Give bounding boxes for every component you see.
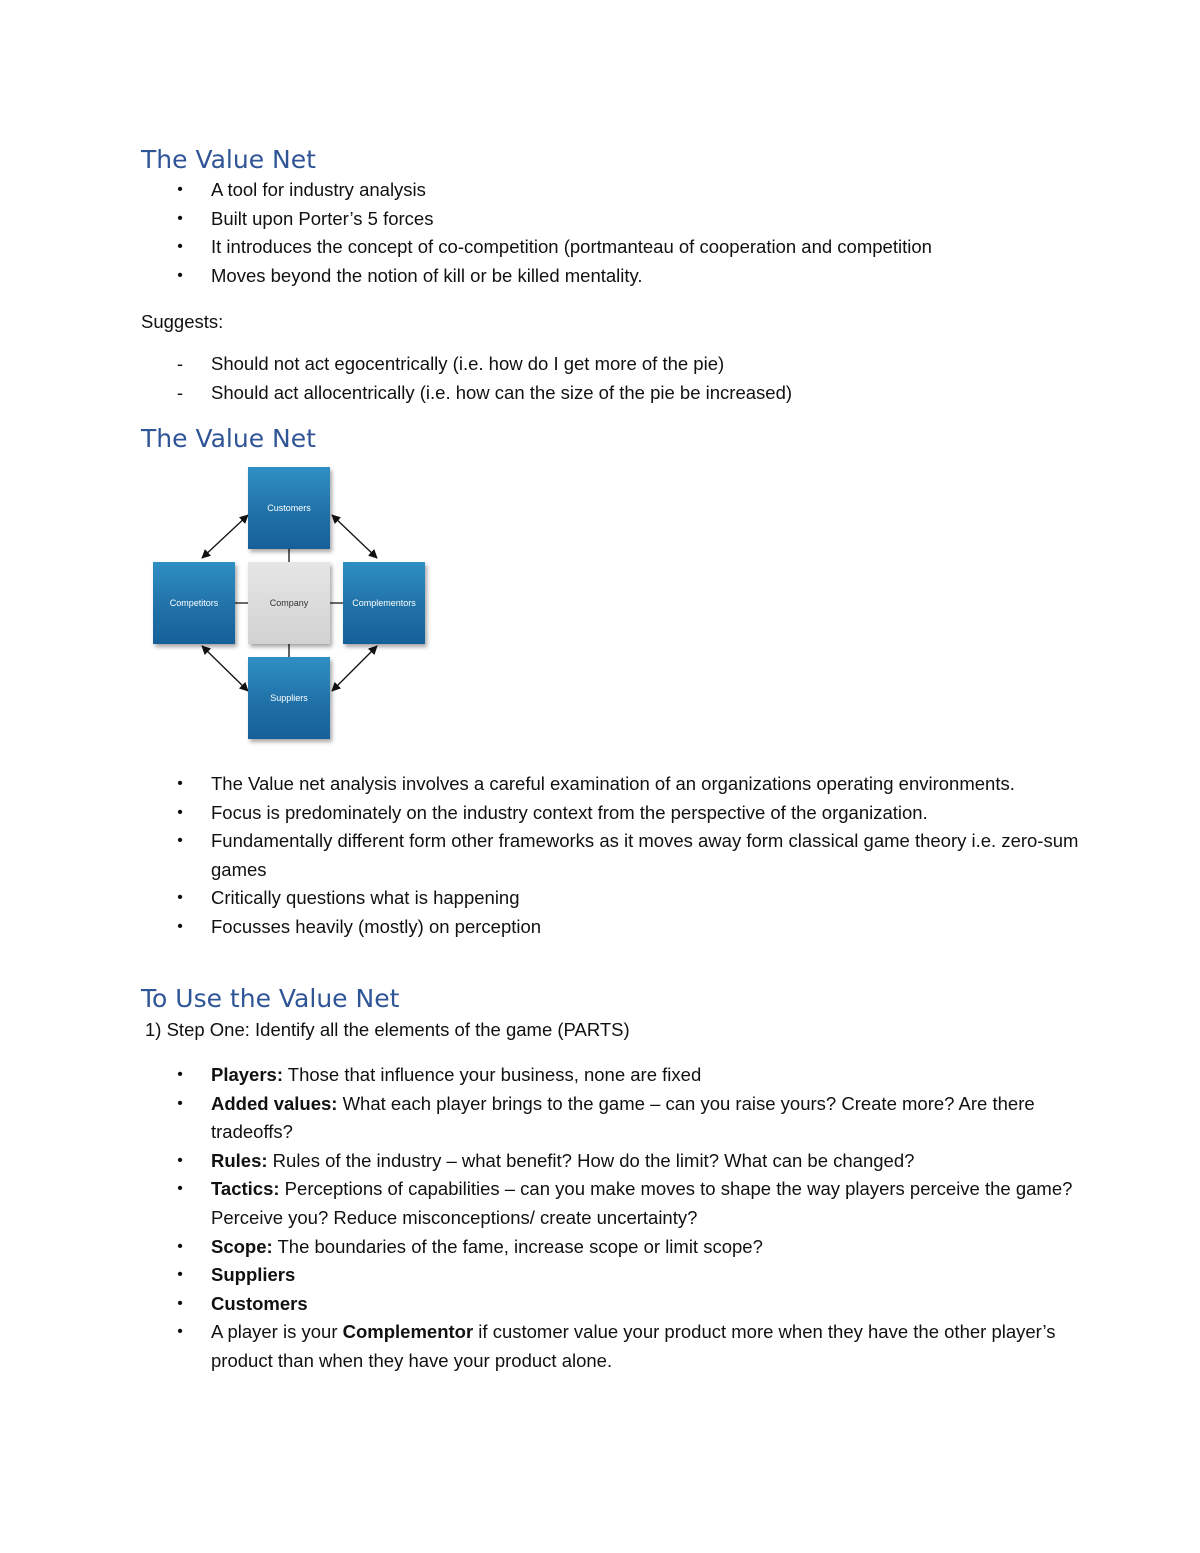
bullet-icon: • [177, 1237, 183, 1255]
list-item: • A tool for industry analysis [0, 176, 1081, 205]
arrow-competitors-customers [202, 515, 248, 558]
list-item: • Scope: The boundaries of the fame, increase scope or limit scope? [0, 1233, 1081, 1262]
bullet-icon: • [177, 1066, 183, 1083]
arrow-competitors-suppliers [202, 646, 248, 691]
section3-bullet-list [0, 1061, 1200, 1376]
list-item: • Focusses heavily (mostly) on perception [0, 913, 1081, 942]
value-net-diagram [145, 462, 435, 744]
bullet-icon: • [177, 209, 183, 227]
heading-value-net-1: The Value Net [141, 145, 316, 174]
heading-value-net-2: The Value Net [141, 424, 316, 453]
list-item: • Rules: Rules of the industry – what benefit? How do the limit? What can be changed? [0, 1147, 1081, 1176]
arrow-suppliers-complementors [332, 646, 377, 691]
arrow-customers-complementors [332, 515, 377, 558]
list-item: • Added values: What each player brings to the game – can you raise yours? Create more? Are there tradeoffs? [0, 1090, 1081, 1147]
suggests-label: Suggests: [141, 311, 224, 332]
step-one-text: 1) Step One: Identify all the elements of the game (PARTS) [145, 1019, 630, 1040]
bullet-icon: • [177, 1323, 183, 1341]
bullet-icon: • [177, 1266, 183, 1284]
list-item: • Fundamentally different form other frameworks as it moves away form classical game theory i.e. zero-sum games [0, 827, 1081, 884]
dash-icon: - [176, 353, 184, 374]
list-item: - Should not act egocentrically (i.e. how do I get more of the pie) [0, 350, 1081, 379]
list-item: • A player is your Complementor if customer value your product more when they have the other player’s product than when they have your product alone. [0, 1318, 1081, 1375]
list-item: • Focus is predominately on the industry context from the perspective of the organization. [0, 799, 1081, 828]
bullet-icon: • [177, 1294, 183, 1312]
list-item: • Suppliers [0, 1261, 1081, 1290]
bullet-icon: • [177, 803, 183, 821]
bullet-icon: • [177, 238, 183, 256]
section2-bullet-list [0, 770, 1200, 942]
bullet-icon: • [177, 266, 183, 284]
company-box: Company [248, 562, 330, 644]
list-item: • Critically questions what is happening [0, 884, 1081, 913]
list-item: • Built upon Porter’s 5 forces [0, 205, 1081, 234]
list-item: • Customers [0, 1290, 1081, 1319]
suggests-dash-list [0, 350, 1200, 407]
dash-icon: - [176, 381, 184, 403]
list-item: • Moves beyond the notion of kill or be killed mentality. [0, 262, 1081, 291]
list-item: - Should act allocentrically (i.e. how can the size of the pie be increased) [0, 379, 1081, 408]
section1-bullet-list [0, 176, 1200, 290]
list-item: • It introduces the concept of co-competition (portmanteau of cooperation and competition [0, 233, 1081, 262]
bullet-icon: • [177, 832, 183, 850]
bullet-icon: • [177, 917, 183, 935]
bullet-icon: • [177, 1151, 183, 1169]
complementors-box: Complementors [343, 562, 425, 644]
customers-box: Customers [248, 467, 330, 549]
suppliers-box: Suppliers [248, 657, 330, 739]
list-item: • The Value net analysis involves a careful examination of an organizations operating environments. [0, 770, 1081, 799]
bullet-icon: • [177, 1094, 183, 1112]
bullet-icon: • [177, 181, 183, 198]
competitors-box: Competitors [153, 562, 235, 644]
bullet-icon: • [177, 775, 183, 792]
bullet-icon: • [177, 889, 183, 907]
heading-to-use-value-net: To Use the Value Net [141, 984, 400, 1013]
list-item: • Tactics: Perceptions of capabilities – can you make moves to shape the way players perceive the game? Perceive you? Reduce misconceptions/ create uncertainty? [0, 1175, 1081, 1232]
list-item: • Players: Those that influence your business, none are fixed [0, 1061, 1081, 1090]
bullet-icon: • [177, 1180, 183, 1198]
